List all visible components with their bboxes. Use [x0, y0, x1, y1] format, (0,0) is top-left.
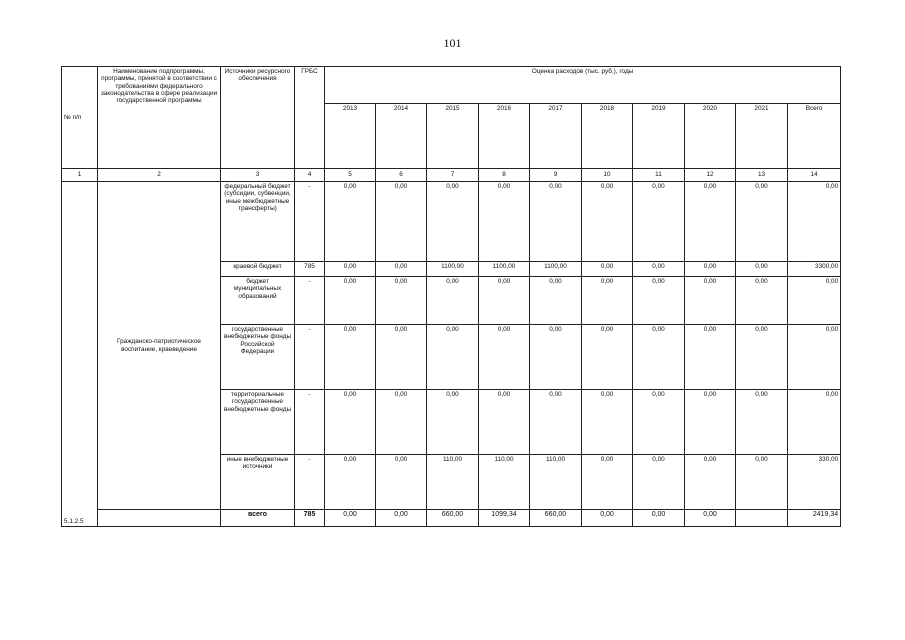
column-number: 4 [295, 169, 325, 182]
header-sources: Источники ресурсного обеспечения [221, 67, 295, 169]
value-cell: 0,00 [736, 277, 788, 325]
source-cell: территориальные государственные внебюджетные фонды [221, 390, 295, 455]
total-value-cell: 660,00 [427, 510, 479, 527]
table-row [62, 182, 841, 262]
section-number: 5.1.2.5 [62, 182, 98, 527]
source-cell: государственные внебюджетные фонды Российской Федерации [221, 325, 295, 390]
table-body [62, 169, 841, 527]
header-year: Всего [788, 104, 841, 169]
value-cell: 0,00 [582, 455, 633, 510]
header-year: 2013 [325, 104, 376, 169]
grbs-cell: 785 [295, 262, 325, 277]
value-cell: 0,00 [633, 390, 685, 455]
grbs-cell: - [295, 390, 325, 455]
value-cell: 0,00 [582, 390, 633, 455]
value-cell: 0,00 [376, 262, 427, 277]
column-number: 6 [376, 169, 427, 182]
value-cell: 3300,00 [788, 262, 841, 277]
value-cell: 0,00 [633, 262, 685, 277]
value-cell: 0,00 [633, 455, 685, 510]
column-numbers-row [62, 169, 841, 182]
value-cell: 0,00 [427, 390, 479, 455]
value-cell: 0,00 [685, 390, 736, 455]
column-number: 11 [633, 169, 685, 182]
column-number: 12 [685, 169, 736, 182]
value-cell: 0,00 [788, 182, 841, 262]
source-cell: краевой бюджет [221, 262, 295, 277]
total-row [62, 510, 841, 527]
total-value-cell: 660,00 [530, 510, 582, 527]
value-cell: 0,00 [582, 262, 633, 277]
value-cell: 0,00 [736, 455, 788, 510]
header-num: № п/п [62, 67, 98, 169]
grbs-cell: - [295, 277, 325, 325]
total-name-cell [98, 510, 221, 527]
header-year: 2021 [736, 104, 788, 169]
value-cell: 0,00 [427, 277, 479, 325]
total-source-cell: всего [221, 510, 295, 527]
value-cell: 0,00 [479, 277, 530, 325]
value-cell: 330,00 [788, 455, 841, 510]
value-cell: 0,00 [736, 182, 788, 262]
source-cell: федеральный бюджет (субсидии, субвенции, иные межбюджетные трансферты) [221, 182, 295, 262]
value-cell: 0,00 [376, 390, 427, 455]
value-cell: 1100,00 [479, 262, 530, 277]
value-cell: 0,00 [325, 455, 376, 510]
column-number: 5 [325, 169, 376, 182]
value-cell: 0,00 [685, 182, 736, 262]
value-cell: 0,00 [325, 277, 376, 325]
total-value-cell: 0,00 [376, 510, 427, 527]
total-value-cell: 1099,34 [479, 510, 530, 527]
page-number: 101 [443, 36, 462, 50]
header-year: 2018 [582, 104, 633, 169]
value-cell: 0,00 [479, 182, 530, 262]
header-name: Наименование подпрограммы, программы, принятой в соответствии с требованиями федерального законодательства в сфере реализации государственной программы [98, 67, 221, 169]
header-year: 2019 [633, 104, 685, 169]
column-number: 1 [62, 169, 98, 182]
value-cell: 0,00 [479, 390, 530, 455]
value-cell: 0,00 [633, 277, 685, 325]
value-cell: 0,00 [788, 277, 841, 325]
value-cell: 0,00 [427, 325, 479, 390]
column-number: 2 [98, 169, 221, 182]
grbs-cell: - [295, 455, 325, 510]
value-cell: 0,00 [633, 325, 685, 390]
column-number: 7 [427, 169, 479, 182]
total-value-cell: 0,00 [685, 510, 736, 527]
value-cell: 0,00 [376, 325, 427, 390]
value-cell: 0,00 [325, 325, 376, 390]
value-cell: 0,00 [427, 182, 479, 262]
value-cell: 0,00 [376, 182, 427, 262]
value-cell: 0,00 [530, 277, 582, 325]
value-cell: 0,00 [325, 390, 376, 455]
value-cell: 0,00 [376, 277, 427, 325]
column-number: 14 [788, 169, 841, 182]
value-cell: 0,00 [788, 390, 841, 455]
total-grbs-cell: 785 [295, 510, 325, 527]
value-cell: 0,00 [530, 390, 582, 455]
column-number: 8 [479, 169, 530, 182]
value-cell: 0,00 [685, 277, 736, 325]
grbs-cell: - [295, 182, 325, 262]
header-year: 2014 [376, 104, 427, 169]
source-cell: бюджет муниципальных образований [221, 277, 295, 325]
value-cell: 0,00 [325, 182, 376, 262]
value-cell: 0,00 [788, 325, 841, 390]
value-cell: 1100,00 [427, 262, 479, 277]
grbs-cell: - [295, 325, 325, 390]
value-cell: 0,00 [530, 325, 582, 390]
value-cell: 110,00 [427, 455, 479, 510]
budget-table [61, 66, 841, 527]
value-cell: 0,00 [685, 262, 736, 277]
value-cell: 0,00 [582, 277, 633, 325]
value-cell: 0,00 [736, 262, 788, 277]
value-cell: 0,00 [582, 325, 633, 390]
total-value-cell: 0,00 [582, 510, 633, 527]
total-value-cell: 0,00 [325, 510, 376, 527]
total-value-cell [736, 510, 788, 527]
column-number: 13 [736, 169, 788, 182]
section-name: Гражданско-патриотическое воспитание, краеведение [98, 182, 221, 510]
column-number: 3 [221, 169, 295, 182]
value-cell: 0,00 [479, 325, 530, 390]
value-cell: 0,00 [633, 182, 685, 262]
value-cell: 0,00 [736, 325, 788, 390]
value-cell: 1100,00 [530, 262, 582, 277]
value-cell: 0,00 [325, 262, 376, 277]
column-number: 9 [530, 169, 582, 182]
value-cell: 0,00 [685, 325, 736, 390]
value-cell: 0,00 [376, 455, 427, 510]
value-cell: 0,00 [530, 182, 582, 262]
header-year: 2015 [427, 104, 479, 169]
header-year: 2017 [530, 104, 582, 169]
value-cell: 0,00 [582, 182, 633, 262]
header-year: 2016 [479, 104, 530, 169]
column-number: 10 [582, 169, 633, 182]
header-year: 2020 [685, 104, 736, 169]
total-value-cell: 2419,34 [788, 510, 841, 527]
value-cell: 0,00 [736, 390, 788, 455]
value-cell: 0,00 [685, 455, 736, 510]
header-costs: Оценка расходов (тыс. руб.), годы [325, 67, 841, 104]
total-value-cell: 0,00 [633, 510, 685, 527]
value-cell: 110,00 [530, 455, 582, 510]
value-cell: 110,00 [479, 455, 530, 510]
header-grbs: ГРБС [295, 67, 325, 169]
source-cell: иные внебюджетные источники [221, 455, 295, 510]
